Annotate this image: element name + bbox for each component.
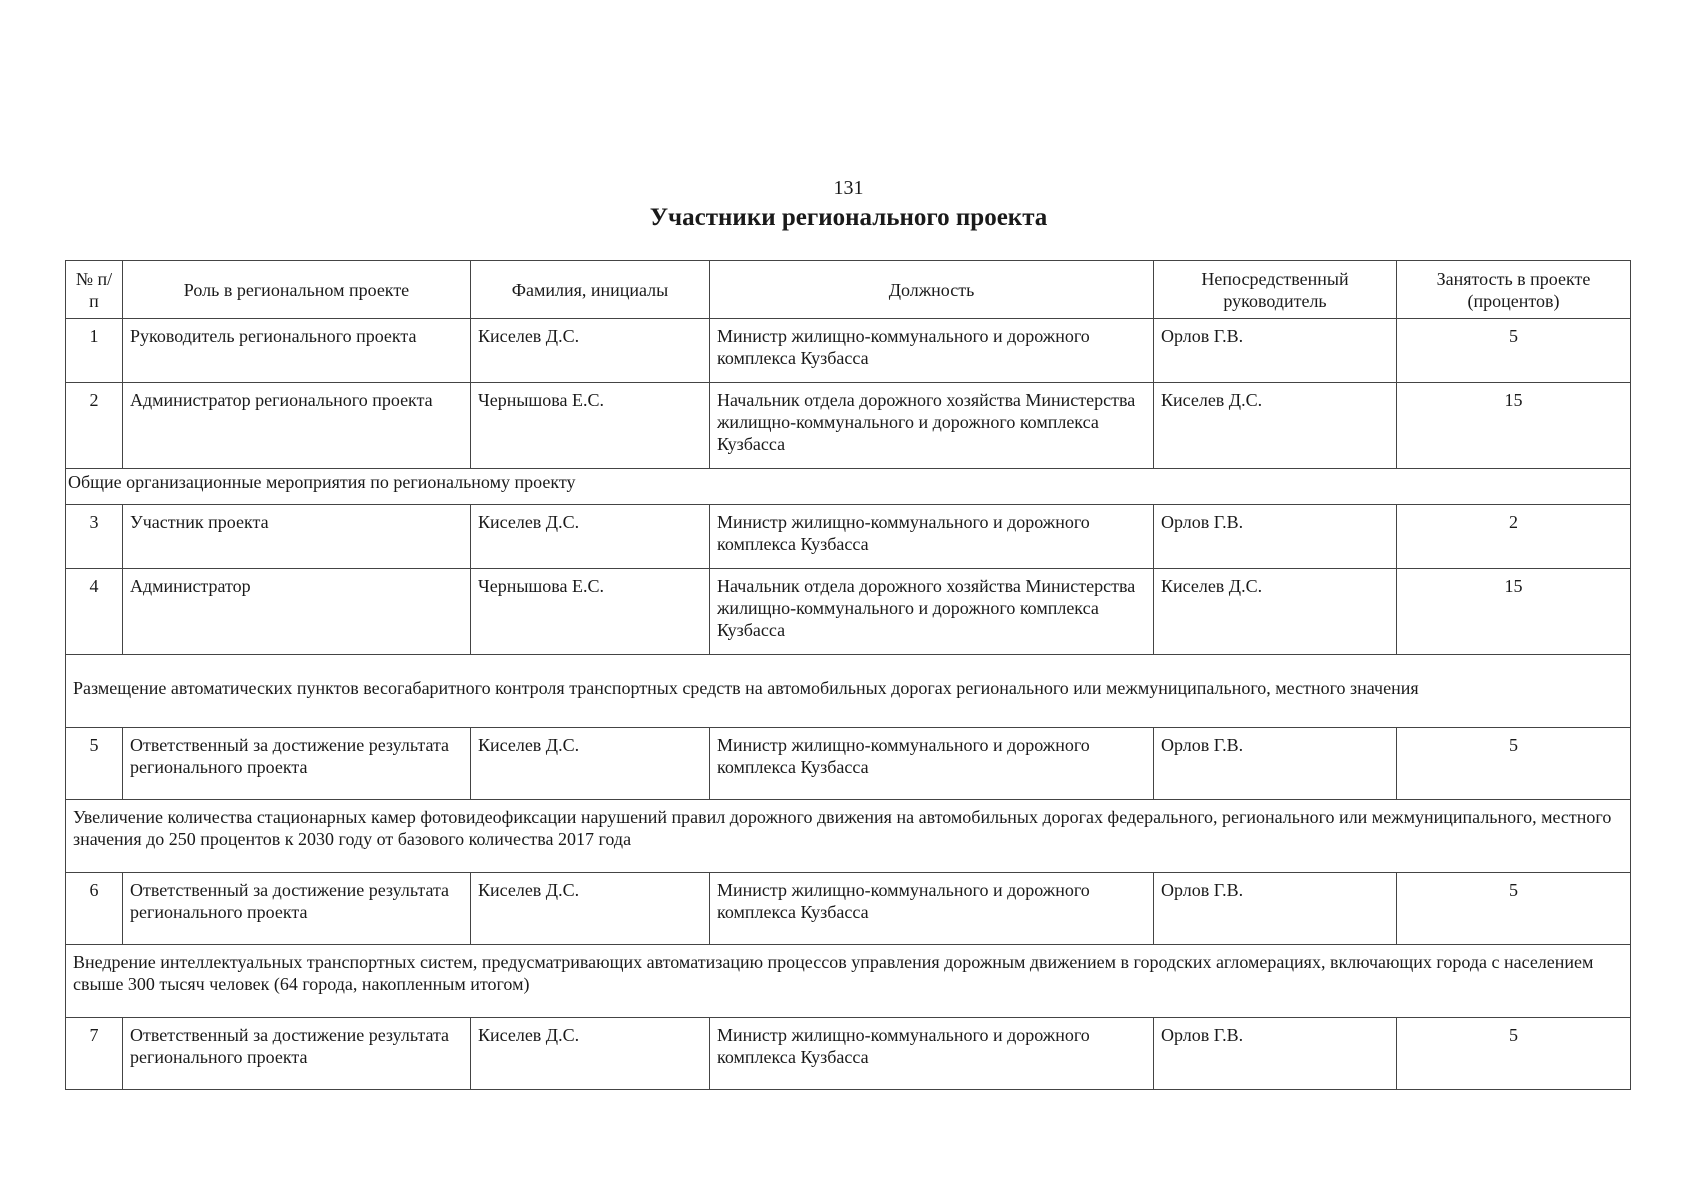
row-role: Ответственный за достижение результата регионального проекта <box>123 873 471 945</box>
table-row <box>66 383 1631 469</box>
row-supervisor: Орлов Г.В. <box>1154 728 1397 800</box>
row-num: 1 <box>66 319 123 383</box>
row-position: Министр жилищно-коммунального и дорожного комплекса Кузбасса <box>710 1018 1154 1090</box>
row-name: Киселев Д.С. <box>471 319 710 383</box>
row-num: 6 <box>66 873 123 945</box>
table-row <box>66 728 1631 800</box>
table-row <box>66 505 1631 569</box>
row-role: Ответственный за достижение результата регионального проекта <box>123 1018 471 1090</box>
row-share: 5 <box>1397 1018 1631 1090</box>
table-row <box>66 1018 1631 1090</box>
section-row <box>66 800 1631 873</box>
section-title: Общие организационные мероприятия по региональному проекту <box>66 469 1631 505</box>
header-share: Занятость в проекте (процентов) <box>1397 261 1631 319</box>
page-title: Участники регионального проекта <box>649 204 1048 231</box>
row-share: 5 <box>1397 319 1631 383</box>
row-supervisor: Киселев Д.С. <box>1154 569 1397 655</box>
row-role: Руководитель регионального проекта <box>123 319 471 383</box>
row-supervisor: Орлов Г.В. <box>1154 505 1397 569</box>
header-num: № п/п <box>66 261 123 319</box>
row-num: 4 <box>66 569 123 655</box>
row-role: Администратор <box>123 569 471 655</box>
row-share: 15 <box>1397 383 1631 469</box>
row-role: Участник проекта <box>123 505 471 569</box>
page-number: 131 <box>833 177 864 199</box>
row-name: Киселев Д.С. <box>471 728 710 800</box>
row-num: 2 <box>66 383 123 469</box>
row-position: Министр жилищно-коммунального и дорожного комплекса Кузбасса <box>710 728 1154 800</box>
row-position: Начальник отдела дорожного хозяйства Министерства жилищно-коммунального и дорожного комплекса Кузбасса <box>710 569 1154 655</box>
row-num: 5 <box>66 728 123 800</box>
row-share: 5 <box>1397 873 1631 945</box>
row-name: Киселев Д.С. <box>471 505 710 569</box>
section-row <box>66 945 1631 1018</box>
header-role: Роль в региональном проекте <box>123 261 471 319</box>
row-role: Администратор регионального проекта <box>123 383 471 469</box>
row-role: Ответственный за достижение результата регионального проекта <box>123 728 471 800</box>
row-position: Начальник отдела дорожного хозяйства Министерства жилищно-коммунального и дорожного комплекса Кузбасса <box>710 383 1154 469</box>
table-row <box>66 873 1631 945</box>
row-position: Министр жилищно-коммунального и дорожного комплекса Кузбасса <box>710 873 1154 945</box>
participants-table <box>65 260 1631 1090</box>
row-supervisor: Киселев Д.С. <box>1154 383 1397 469</box>
row-name: Чернышова Е.С. <box>471 569 710 655</box>
row-position: Министр жилищно-коммунального и дорожного комплекса Кузбасса <box>710 319 1154 383</box>
row-share: 15 <box>1397 569 1631 655</box>
row-supervisor: Орлов Г.В. <box>1154 873 1397 945</box>
row-supervisor: Орлов Г.В. <box>1154 1018 1397 1090</box>
row-share: 2 <box>1397 505 1631 569</box>
section-row <box>66 469 1631 505</box>
row-name: Чернышова Е.С. <box>471 383 710 469</box>
header-supervisor: Непосредственный руководитель <box>1154 261 1397 319</box>
section-row <box>66 655 1631 728</box>
table-row <box>66 569 1631 655</box>
row-supervisor: Орлов Г.В. <box>1154 319 1397 383</box>
row-position: Министр жилищно-коммунального и дорожного комплекса Кузбасса <box>710 505 1154 569</box>
table-header-row <box>66 261 1631 319</box>
row-num: 7 <box>66 1018 123 1090</box>
table-row <box>66 319 1631 383</box>
row-name: Киселев Д.С. <box>471 873 710 945</box>
section-title: Внедрение интеллектуальных транспортных систем, предусматривающих автоматизацию процессов управления дорожным движением в городских агломерациях, включающих города с населением свыше 300 тысяч человек (64 города, накопленным итогом) <box>66 945 1631 1018</box>
header-position: Должность <box>710 261 1154 319</box>
header-name: Фамилия, инициалы <box>471 261 710 319</box>
section-title: Размещение автоматических пунктов весогабаритного контроля транспортных средств на автомобильных дорогах регионального или межмуниципального, местного значения <box>66 655 1631 728</box>
row-num: 3 <box>66 505 123 569</box>
row-share: 5 <box>1397 728 1631 800</box>
row-name: Киселев Д.С. <box>471 1018 710 1090</box>
section-title: Увеличение количества стационарных камер фотовидеофиксации нарушений правил дорожного движения на автомобильных дорогах федерального, регионального или межмуниципального, местного значения до 250 процентов к 2030 году от базового количества 2017 года <box>66 800 1631 873</box>
